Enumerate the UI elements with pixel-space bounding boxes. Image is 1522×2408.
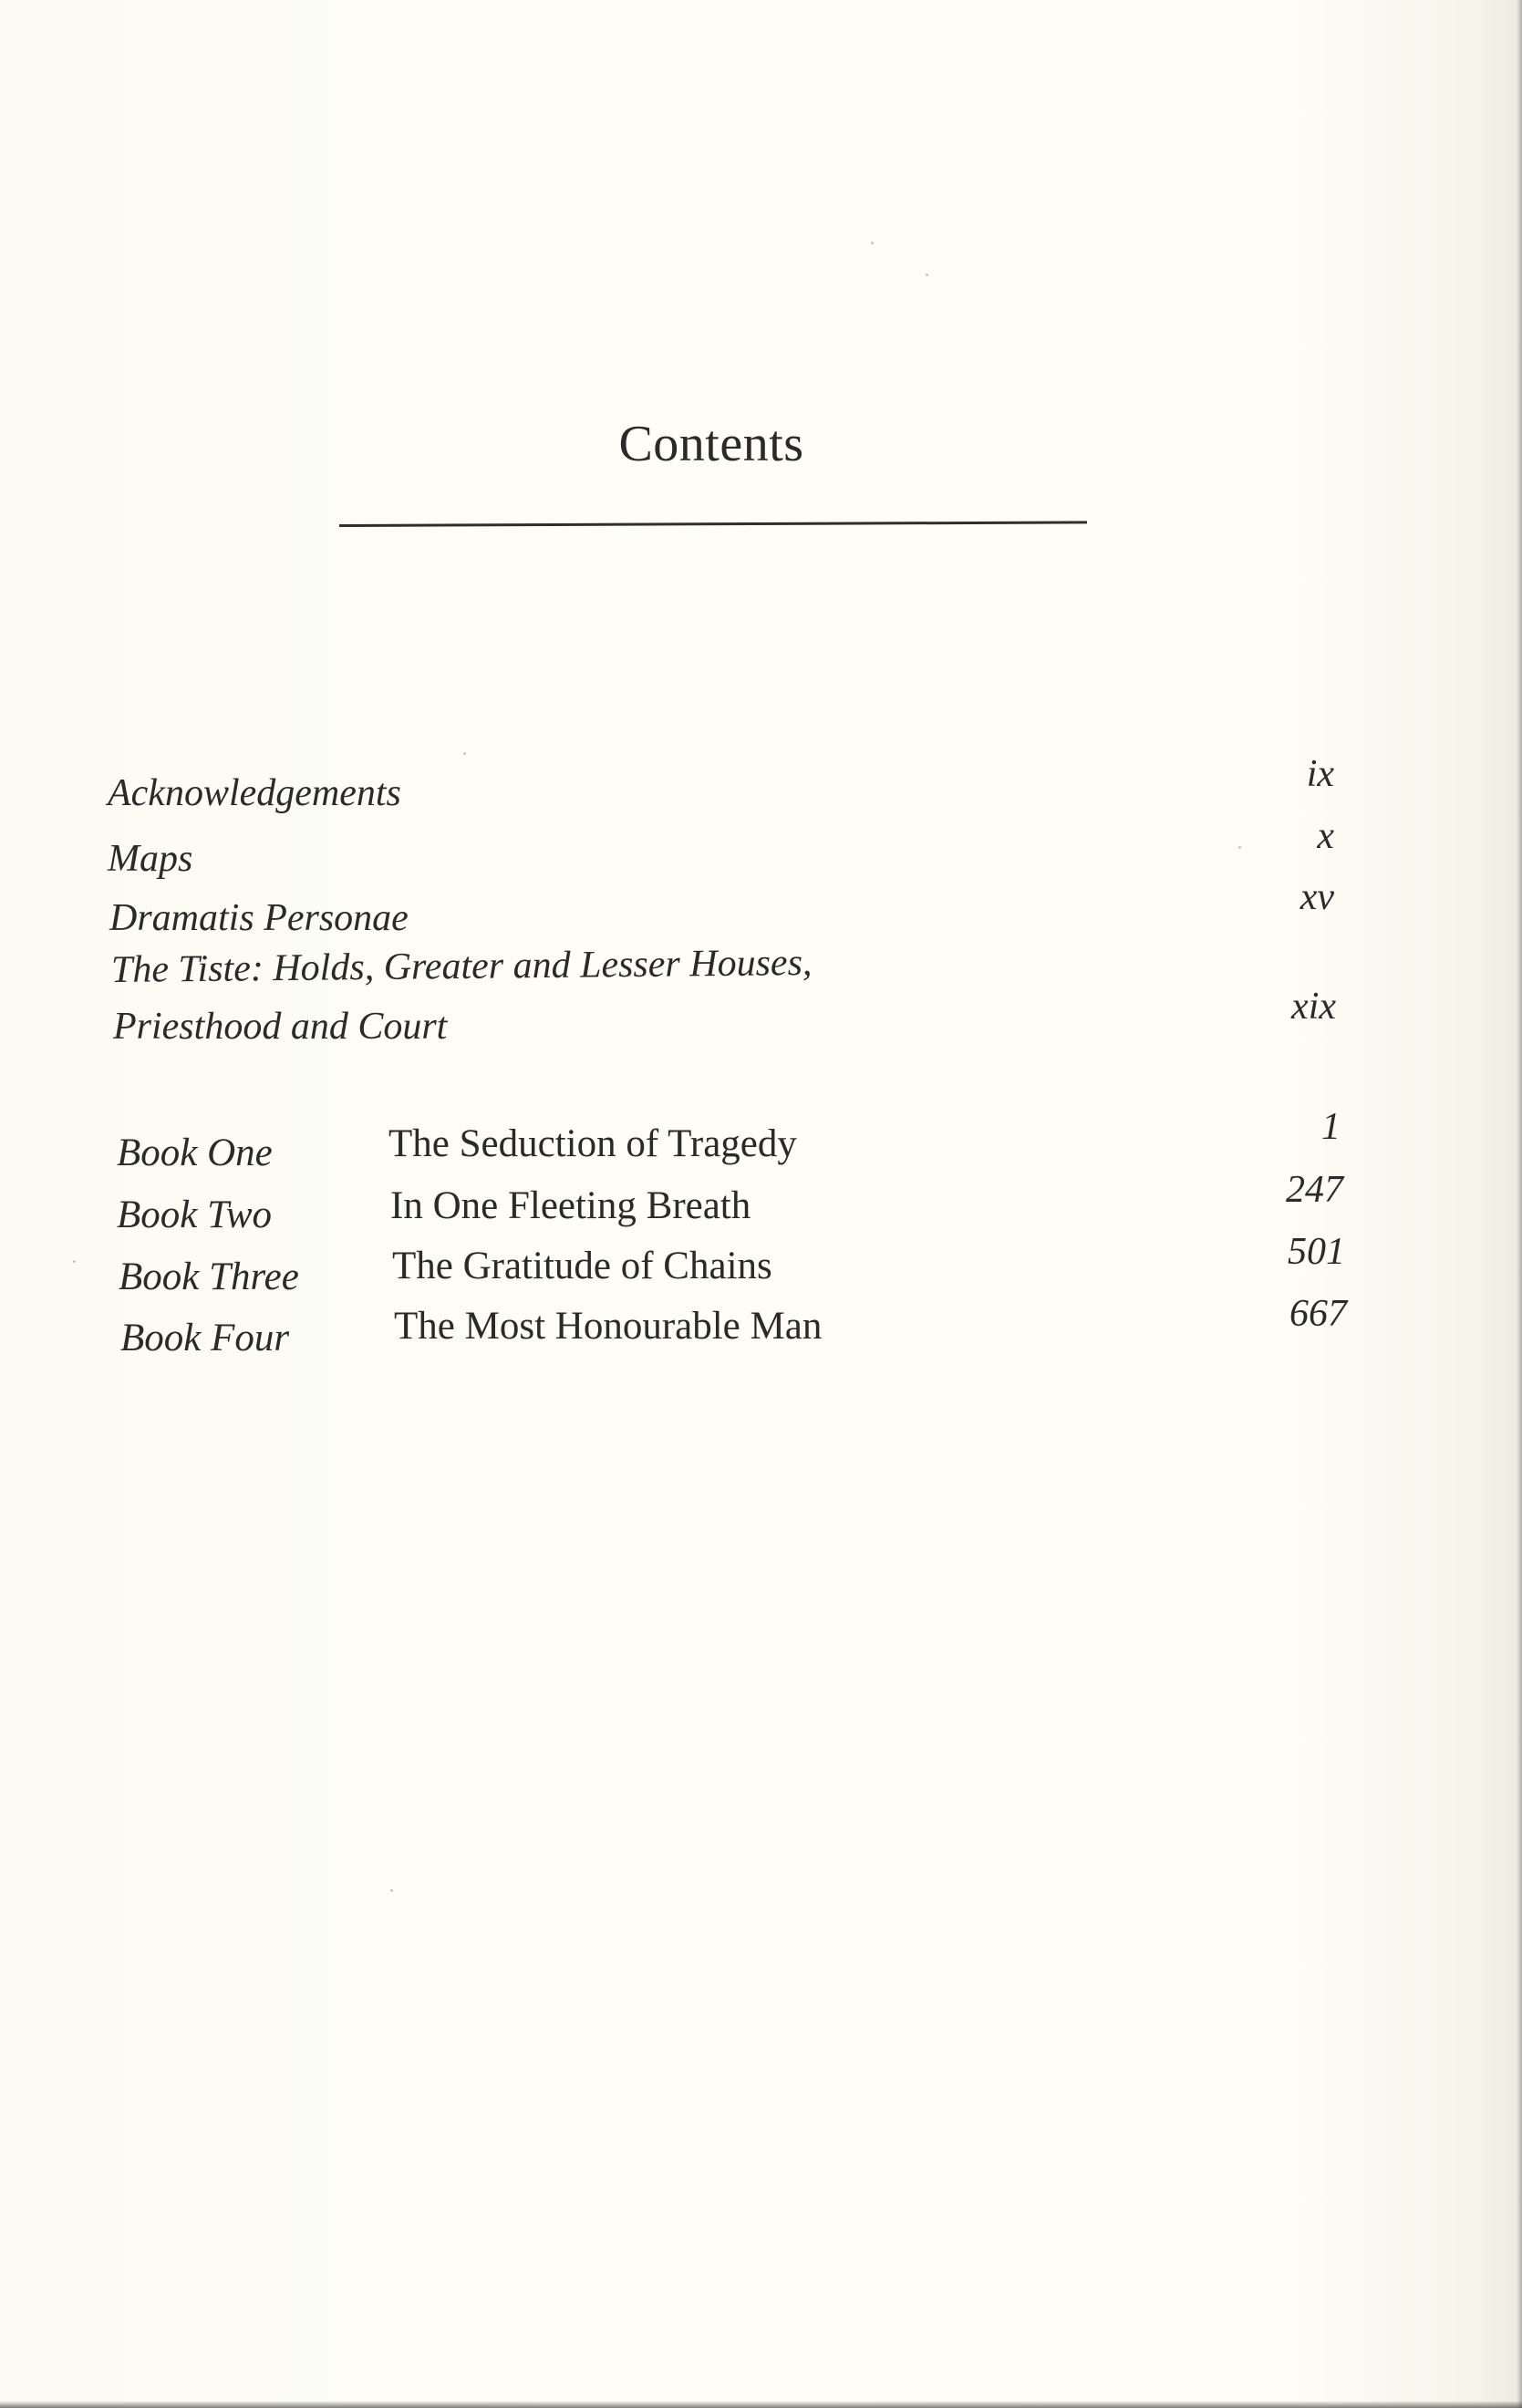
book-label-one: Book One <box>117 1132 273 1174</box>
book-title-four: The Most Honourable Man <box>394 1305 823 1348</box>
title-rule <box>339 521 1087 527</box>
paper-speck <box>1238 846 1241 849</box>
book-page-four: 667 <box>1289 1293 1347 1335</box>
toc-entry-tiste-line1: The Tiste: Holds, Greater and Lesser Houses, <box>110 941 813 991</box>
toc-page-dramatis-personae: xv <box>1299 876 1334 918</box>
book-page-two: 247 <box>1286 1169 1343 1211</box>
book-page-one: 1 <box>1321 1106 1341 1148</box>
paper-speck <box>390 1889 393 1892</box>
paper-speck <box>463 752 466 755</box>
paper-speck <box>73 1260 76 1263</box>
book-label-four: Book Four <box>120 1317 290 1359</box>
paper-speck <box>926 274 928 276</box>
toc-entry-acknowledgements: Acknowledgements <box>108 772 401 814</box>
toc-page-tiste: xix <box>1291 986 1336 1028</box>
book-page-three: 501 <box>1288 1231 1345 1273</box>
toc-page-maps: x <box>1317 815 1334 857</box>
toc-page-acknowledgements: ix <box>1306 753 1334 795</box>
book-title-three: The Gratitude of Chains <box>392 1245 772 1287</box>
book-label-two: Book Two <box>117 1194 273 1236</box>
toc-entry-maps: Maps <box>108 838 193 880</box>
page-bottom-shadow <box>0 2401 1522 2408</box>
page-title: Contents <box>618 416 804 472</box>
paper-speck <box>871 242 874 244</box>
book-title-two: In One Fleeting Breath <box>390 1184 751 1227</box>
book-title-one: The Seduction of Tragedy <box>388 1122 797 1165</box>
book-label-three: Book Three <box>119 1256 299 1298</box>
page-edge-shadow <box>1517 0 1522 2408</box>
toc-entry-tiste-line2: Priesthood and Court <box>113 1006 448 1048</box>
toc-entry-dramatis-personae: Dramatis Personae <box>109 897 409 939</box>
